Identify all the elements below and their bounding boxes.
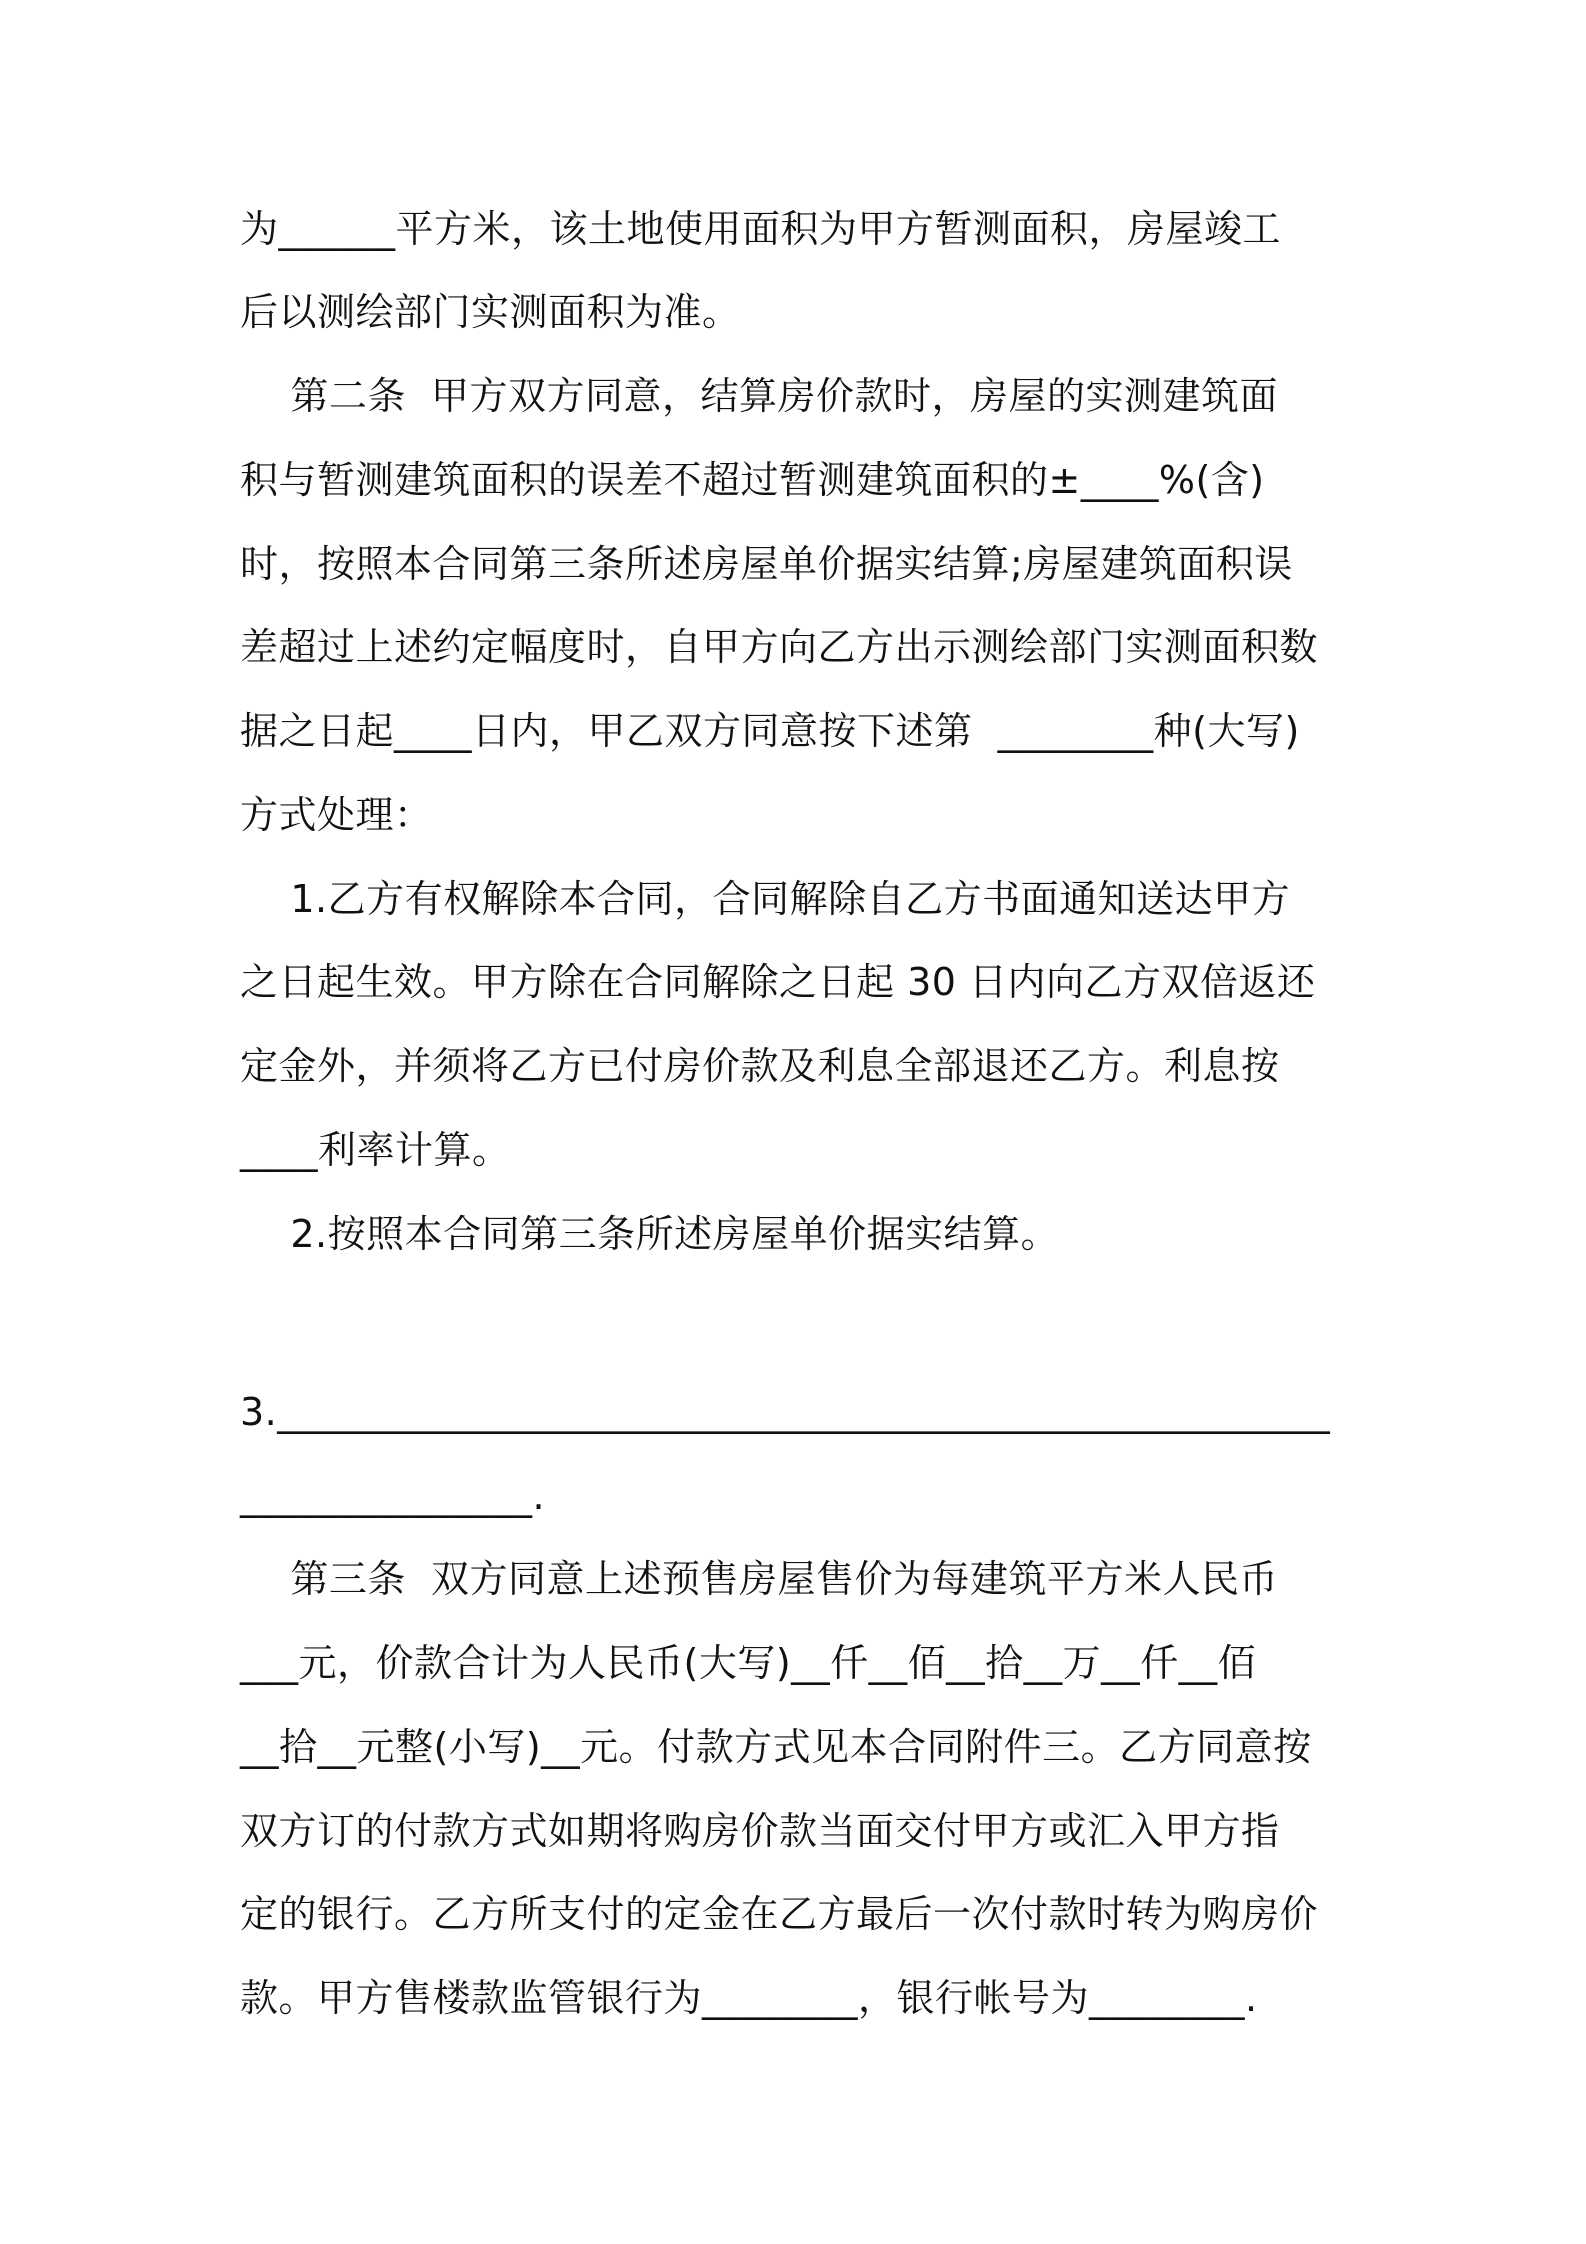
text-line: 第三条 双方同意上述预售房屋售价为每建筑平方米人民币 — [240, 1557, 1278, 1601]
text-line: 定的银行。乙方所支付的定金在乙方最后一次付款时转为购房价 — [240, 1892, 1319, 1936]
text-line: 3.______________________________________________________ — [240, 1390, 1331, 1434]
text-line: 方式处理： — [240, 793, 433, 837]
text-line: 据之日起____日内，甲乙双方同意按下述第 ________种(大写) — [240, 709, 1300, 753]
text-line: 1.乙方有权解除本合同，合同解除自乙方书面通知送达甲方 — [240, 877, 1291, 921]
text-line: 时，按照本合同第三条所述房屋单价据实结算;房屋建筑面积误 — [240, 542, 1293, 586]
text-line: 款。甲方售楼款监管银行为________，银行帐号为________. — [240, 1976, 1258, 2020]
text-line: 定金外，并须将乙方已付房价款及利息全部退还乙方。利息按 — [240, 1044, 1280, 1088]
text-line: 第二条 甲方双方同意，结算房价款时，房屋的实测建筑面 — [240, 374, 1278, 418]
text-line: 之日起生效。甲方除在合同解除之日起 30 日内向乙方双倍返还 — [240, 960, 1316, 1004]
text-line: 为______平方米，该土地使用面积为甲方暂测面积，房屋竣工 — [240, 207, 1282, 251]
text-line: ___元，价款合计为人民币(大写)__仟__佰__拾__万__仟__佰 — [240, 1641, 1257, 1685]
text-line: 差超过上述约定幅度时，自甲方向乙方出示测绘部门实测面积数 — [240, 625, 1319, 669]
text-line: _______________. — [240, 1474, 546, 1518]
text-line: ____利率计算。 — [240, 1128, 511, 1172]
text-line: 积与暂测建筑面积的误差不超过暂测建筑面积的±____%(含) — [240, 458, 1265, 502]
text-line: 双方订的付款方式如期将购房价款当面交付甲方或汇入甲方指 — [240, 1809, 1280, 1853]
text-line: 2.按照本合同第三条所述房屋单价据实结算。 — [240, 1212, 1060, 1256]
text-line: 后以测绘部门实测面积为准。 — [240, 290, 741, 334]
text-line: __拾__元整(小写)__元。付款方式见本合同附件三。乙方同意按 — [240, 1725, 1312, 1769]
